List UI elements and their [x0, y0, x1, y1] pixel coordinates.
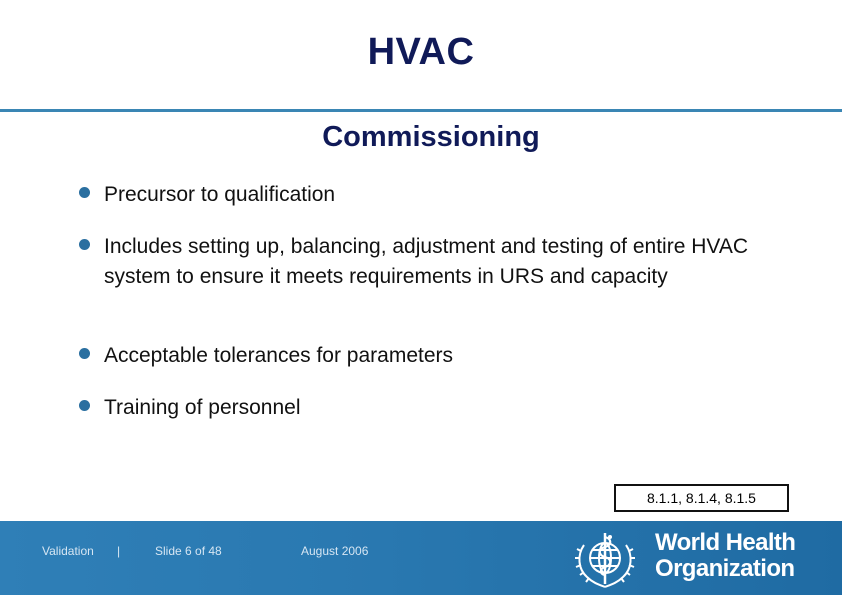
reference-box: 8.1.1, 8.1.4, 8.1.5: [614, 484, 789, 512]
title-divider: [0, 109, 842, 112]
slide-subtitle: Commissioning: [322, 121, 540, 153]
footer-bar: [0, 521, 842, 595]
org-name-line1: World Health: [655, 529, 796, 556]
org-name-line2: Organization: [655, 555, 795, 582]
bullet-text: Precursor to qualification: [104, 183, 336, 206]
footer-separator: |: [117, 544, 121, 558]
who-emblem-icon: [572, 527, 642, 591]
footer-date: August 2006: [301, 544, 369, 558]
footer-section: Validation: [42, 544, 94, 558]
bullet-icon: [79, 348, 90, 359]
bullet-item: [79, 232, 779, 292]
footer-slide-number: Slide 6 of 48: [155, 544, 222, 558]
bullet-icon: [79, 239, 90, 250]
bullet-icon: [79, 400, 90, 411]
bullet-icon: [79, 187, 90, 198]
bullet-item: [79, 180, 779, 210]
bullet-item: [79, 341, 779, 371]
bullet-text: Acceptable tolerances for parameters: [104, 344, 454, 367]
who-wordmark: [655, 530, 835, 582]
slide-title: HVAC: [367, 31, 475, 73]
bullet-text: Training of personnel: [104, 396, 301, 419]
bullet-text: Includes setting up, balancing, adjustment and testing of entire HVAC system to ensure it meets requirements in URS and capacity: [104, 235, 748, 288]
bullet-item: [79, 393, 779, 423]
